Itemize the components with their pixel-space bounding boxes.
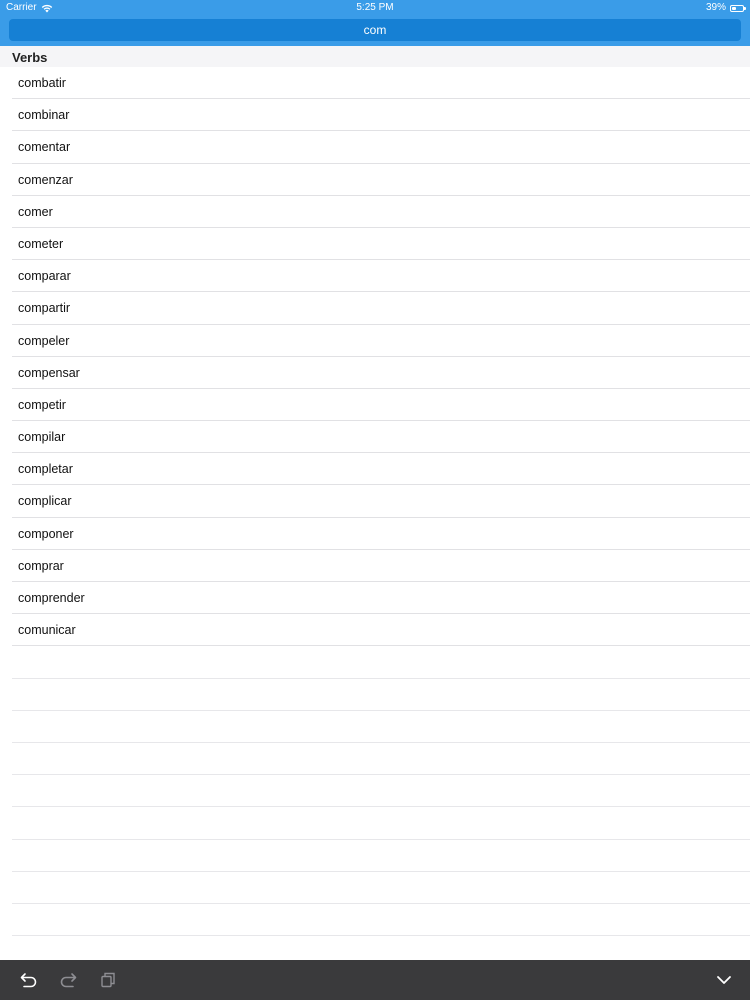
verb-label: competir xyxy=(18,397,66,412)
verb-label: combatir xyxy=(18,76,66,90)
verb-row[interactable] xyxy=(12,260,750,292)
verb-row[interactable] xyxy=(12,550,750,582)
empty-row xyxy=(12,904,750,936)
empty-row xyxy=(12,646,750,678)
keyboard-toolbar xyxy=(0,960,750,1000)
verb-row[interactable] xyxy=(12,292,750,324)
section-title: Verbs xyxy=(12,50,48,65)
verb-label: complicar xyxy=(18,494,72,509)
verb-row[interactable] xyxy=(12,453,750,485)
empty-row xyxy=(12,775,750,807)
section-header xyxy=(0,46,750,67)
redo-icon xyxy=(59,972,77,988)
verb-row[interactable] xyxy=(12,518,750,550)
paste-button[interactable] xyxy=(98,970,118,990)
verb-row[interactable] xyxy=(12,99,750,131)
verb-label: compeler xyxy=(18,333,70,348)
battery-icon xyxy=(730,5,744,12)
top-bar xyxy=(0,0,750,46)
verb-label: compilar xyxy=(18,430,66,445)
empty-row xyxy=(12,807,750,839)
paste-icon xyxy=(100,972,116,988)
verb-label: comparar xyxy=(18,269,71,284)
verb-list xyxy=(0,67,750,968)
chevron-down-icon xyxy=(716,975,732,985)
verb-row[interactable] xyxy=(12,421,750,453)
verb-row[interactable] xyxy=(12,196,750,228)
verb-label: componer xyxy=(18,526,74,541)
verb-label: comprender xyxy=(18,591,85,605)
verb-row[interactable] xyxy=(12,131,750,163)
verb-label: comer xyxy=(18,204,53,219)
battery-percent: 39% xyxy=(705,2,726,13)
verb-row[interactable] xyxy=(12,325,750,357)
verb-row[interactable] xyxy=(12,357,750,389)
verb-label: compartir xyxy=(18,301,71,316)
empty-row xyxy=(12,679,750,711)
battery-fill xyxy=(732,7,736,10)
search-input[interactable] xyxy=(9,19,741,41)
status-bar xyxy=(0,0,750,16)
status-time: 5:25 PM xyxy=(356,2,394,13)
verb-row[interactable] xyxy=(12,67,750,99)
empty-row xyxy=(12,872,750,904)
verb-row[interactable] xyxy=(12,614,750,646)
dismiss-keyboard-button[interactable] xyxy=(714,970,734,990)
empty-row xyxy=(12,840,750,872)
verb-label: comprar xyxy=(18,558,64,573)
undo-button[interactable] xyxy=(19,970,39,990)
verb-label: combinar xyxy=(18,108,70,123)
verb-label: completar xyxy=(18,462,73,477)
verb-label: comenzar xyxy=(18,172,73,187)
verb-row[interactable] xyxy=(12,389,750,421)
verb-row[interactable] xyxy=(12,228,750,260)
empty-row xyxy=(12,743,750,775)
undo-icon xyxy=(20,972,38,988)
status-right xyxy=(706,0,744,16)
verb-label: cometer xyxy=(18,236,64,251)
verb-label: comentar xyxy=(18,140,71,155)
verb-label: comunicar xyxy=(18,623,76,638)
empty-row xyxy=(12,711,750,743)
verb-row[interactable] xyxy=(12,485,750,517)
verb-row[interactable] xyxy=(12,582,750,614)
redo-button[interactable] xyxy=(58,970,78,990)
carrier-label: Carrier xyxy=(6,2,37,13)
verb-row[interactable] xyxy=(12,164,750,196)
verb-label: compensar xyxy=(18,365,80,380)
